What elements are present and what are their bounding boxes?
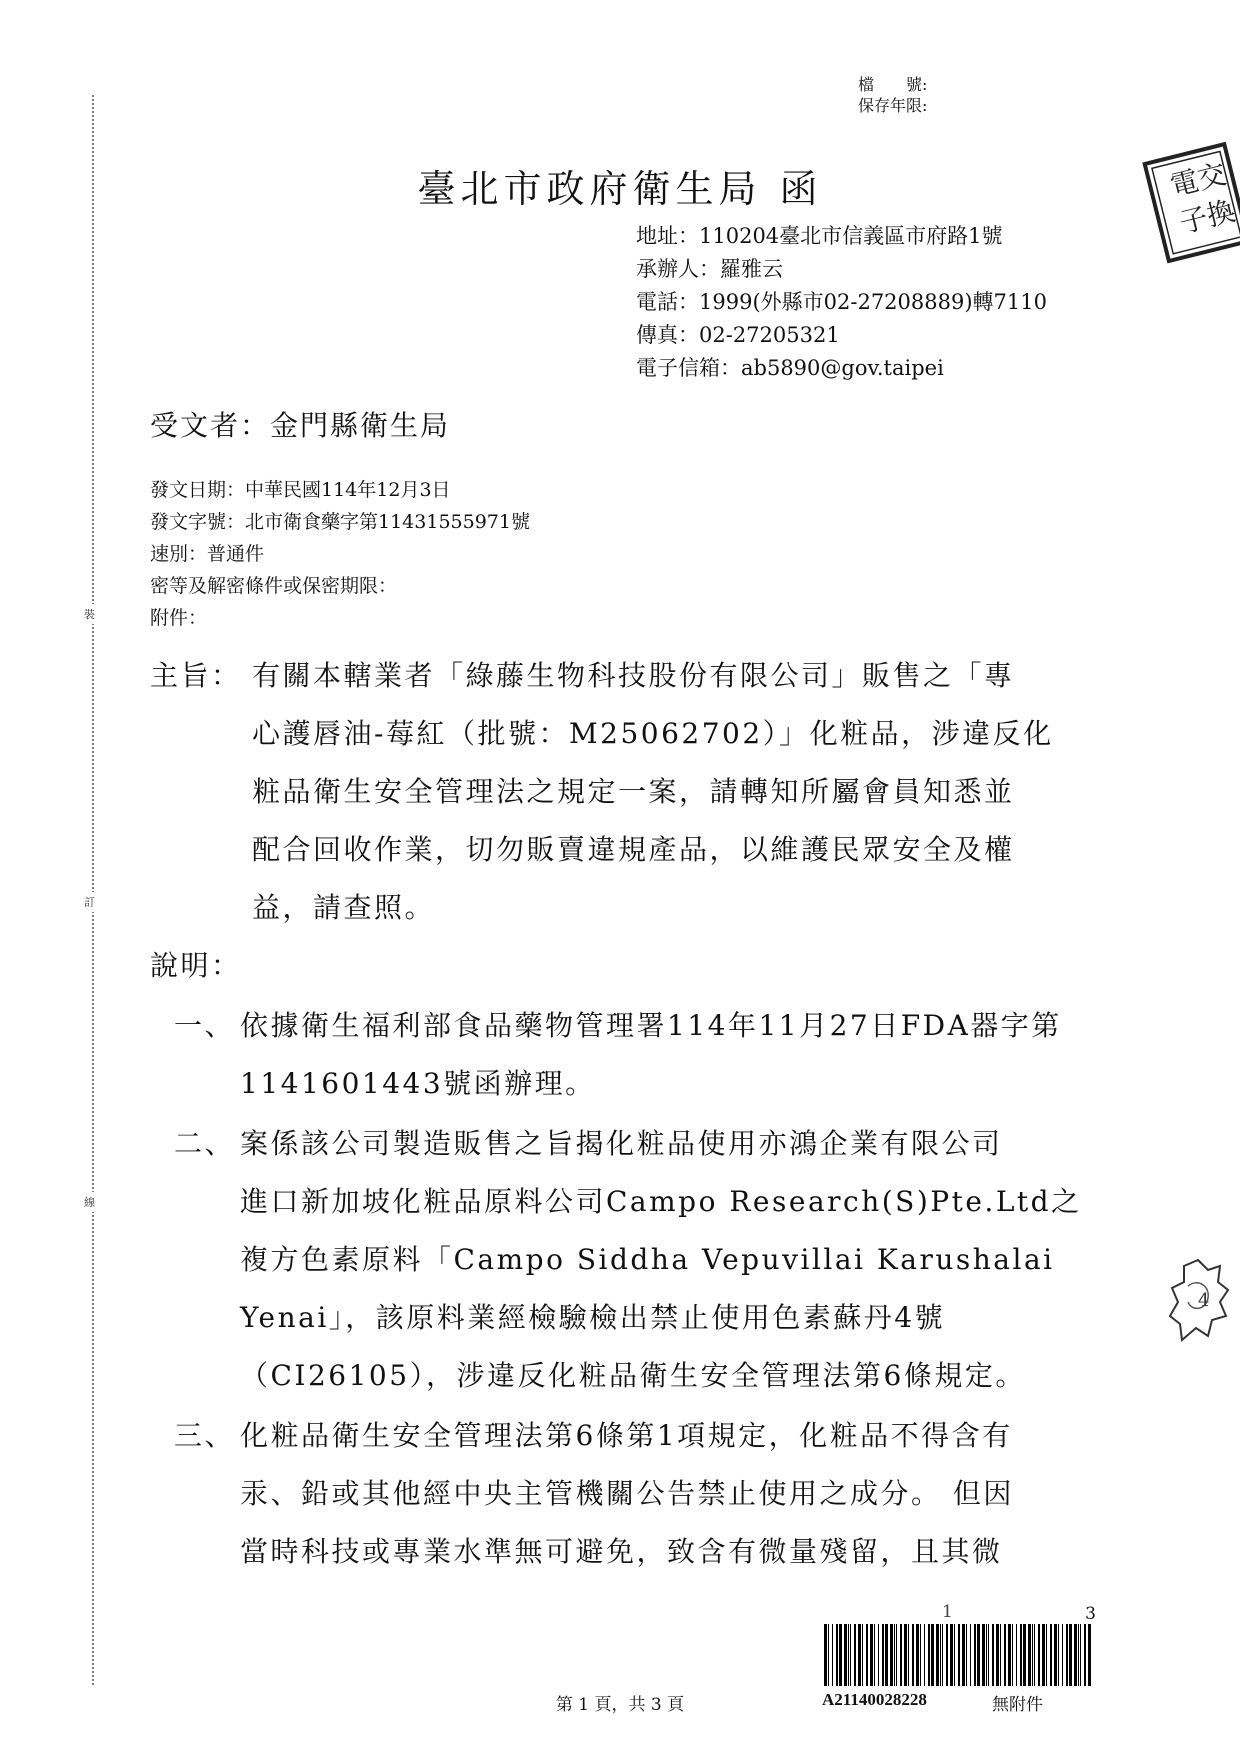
svg-text:交: 交 [1194,157,1230,197]
archive-info [858,74,927,116]
doc-type: 函 [779,167,823,211]
explanation-line: 當時科技或專業水準無可避免，致含有微量殘留，且其微 [240,1535,1003,1568]
explanation-item-number: 一、 [174,1009,236,1042]
contact-fax: 傳真：02-27205321 [636,323,840,347]
agency-name: 臺北市政府衛生局 [417,167,762,211]
attachments: 附件： [150,607,208,629]
document-title [0,158,1240,213]
binding-mark-ding: 訂 [84,892,95,912]
barcode-icon [822,1624,1096,1686]
subject-line: 粧品衛生安全管理法之規定一案，請轉知所屬會員知悉並 [252,775,1015,808]
explanation-line: 複方色素原料「Campo Siddha Vepuvillai Karushalai [240,1243,1055,1276]
subject-line: 有關本轄業者「綠藤生物科技股份有限公司」販售之「專 [252,659,1015,692]
urgency: 速別：普通件 [150,543,265,565]
recipient: 受文者：金門縣衛生局 [150,409,451,442]
explanation-label: 說明： [150,949,242,982]
explanation-item-number: 二、 [174,1127,236,1160]
contact-email: 電子信箱：ab5890@gov.taipei [636,356,944,380]
subject-line: 心護唇油-莓紅（批號：M25062702）」化粧品，涉違反化 [252,717,1054,750]
contact-phone: 電話：1999(外縣市02-27208889)轉7110 [636,290,1047,314]
classification: 密等及解密條件或保密期限： [150,575,398,597]
page-seal-stamp-icon [1168,1256,1230,1346]
contact-block [636,220,1047,385]
explanation-line: 進口新加坡化粧品原料公司Campo Research(S)Pte.Ltd之 [240,1185,1082,1218]
subject-line: 配合回收作業，切勿販賣違規產品，以維護民眾安全及權 [252,833,1015,866]
contact-address: 地址：110204臺北市信義區市府路1號 [636,224,1003,248]
page-footer: 第 1 頁，共 3 頁 [555,1695,685,1715]
barcode-number: A21140028228 [822,1690,927,1709]
contact-officer: 承辦人：羅雅云 [636,257,783,281]
document-number: 發文字號：北市衛食藥字第11431555971號 [150,511,530,533]
svg-text:子: 子 [1176,200,1212,240]
binding-mark-zhuang: 裝 [84,604,95,624]
document-meta [150,474,530,634]
barcode-mark: 1 [942,1602,953,1622]
page-seal-number: 4 [1198,1290,1210,1311]
issue-date: 發文日期：中華民國114年12月3日 [150,479,451,501]
binding-dotted-line [92,95,94,1685]
svg-text:電: 電 [1167,164,1203,203]
file-number-label: 檔 號: [858,75,928,94]
explanation-line: 化粧品衛生安全管理法第6條第1項規定，化粧品不得含有 [240,1419,1013,1452]
barcode-area [822,1602,1096,1715]
explanation-line: 依據衛生福利部食品藥物管理署114年11月27日FDA器字第 [240,1009,1062,1042]
explanation-line: （CI26105），涉違反化粧品衛生安全管理法第6條規定。 [240,1359,1026,1392]
explanation-line: 1141601443號函辦理。 [240,1067,596,1100]
explanation-line: 案係該公司製造販售之旨揭化粧品使用亦鴻企業有限公司 [240,1127,1003,1160]
barcode-page-number: 3 [1085,1604,1096,1624]
subject-label: 主旨： [150,659,242,692]
svg-text:換: 換 [1203,194,1239,233]
binding-mark-xian: 線 [84,1192,95,1212]
retention-label: 保存年限: [858,96,928,115]
attachment-status: 無附件 [992,1695,1043,1715]
subject-line: 益，請查照。 [252,891,436,924]
explanation-line: 汞、鉛或其他經中央主管機關公告禁止使用之成分。 但因 [240,1477,1014,1510]
explanation-item-number: 三、 [174,1419,236,1452]
explanation-line: Yenai」，該原料業經檢驗檢出禁止使用色素蘇丹4號 [240,1301,946,1334]
